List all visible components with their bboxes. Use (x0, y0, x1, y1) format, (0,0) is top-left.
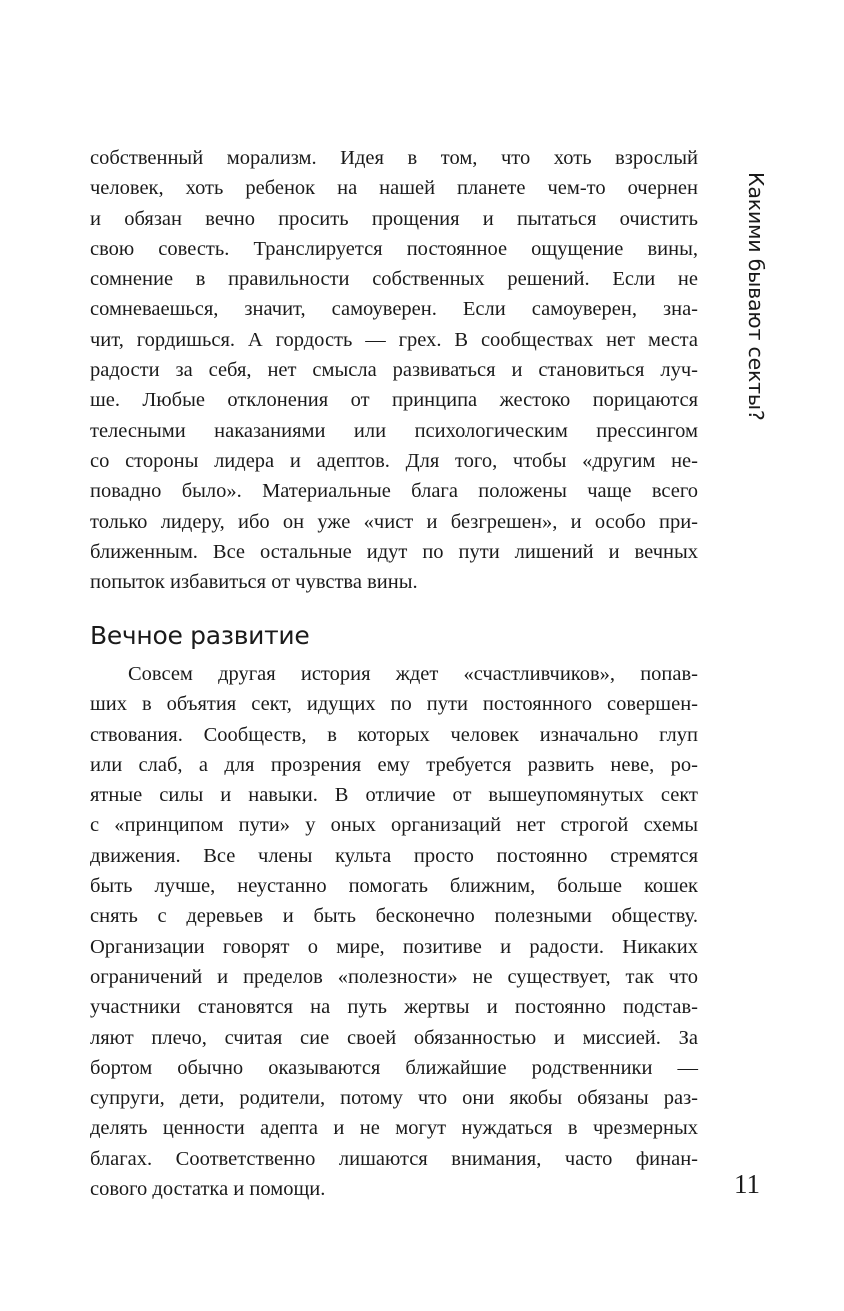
text-line: сового достатка и помощи. (90, 1178, 326, 1201)
text-line: свою совесть. Транслируется постоянное ощущение вины, (90, 237, 698, 260)
text-line: повадно было». Материальные блага положены чаще всего (90, 480, 698, 503)
text-line: бортом обычно оказываются ближайшие родственники — (90, 1056, 698, 1079)
text-line: радости за себя, нет смысла развиваться и становиться луч- (90, 359, 698, 382)
text-line: Совсем другая история ждет «счастливчиков», попав- (128, 663, 698, 685)
text-line: сомнение в правильности собственных решений. Если не (90, 268, 698, 291)
text-line: ляют плечо, считая сие своей обязанностью и миссией. За (90, 1026, 698, 1049)
text-line: быть лучше, неустанно помогать ближним, больше кошек (90, 875, 698, 898)
text-line: со стороны лидера и адептов. Для того, чтобы «другим не- (90, 449, 698, 472)
text-line: Организации говорят о мире, позитиве и радости. Никаких (90, 935, 698, 958)
text-line: ятные силы и навыки. В отличие от вышеупомянутых сект (90, 784, 698, 807)
text-line: телесными наказаниями или психологическим прессингом (90, 419, 698, 442)
text-line: участники становятся на путь жертвы и постоянно подстав- (90, 996, 698, 1019)
section-heading: Вечное развитие (90, 621, 310, 650)
text-line: собственный морализм. Идея в том, что хоть взрослый (90, 147, 698, 169)
text-line: с «принципом пути» у оных организаций нет строгой схемы (90, 814, 698, 837)
text-line: сомневаешься, значит, самоуверен. Если самоуверен, зна- (90, 298, 698, 321)
running-head: Какими бывают секты? (744, 172, 768, 421)
text-line: супруги, дети, родители, потому что они якобы обязаны раз- (90, 1087, 698, 1110)
body-paragraph-2 (90, 659, 698, 1204)
text-line: человек, хоть ребенок на нашей планете чем-то очернен (90, 177, 698, 200)
text-line: ствования. Сообществ, в которых человек изначально глуп (90, 723, 698, 746)
text-line: благах. Соответственно лишаются внимания, часто финан- (90, 1147, 698, 1170)
text-line: делять ценности адепта и не могут нуждаться в чрезмерных (90, 1117, 698, 1140)
text-line: чит, гордишься. А гордость — грех. В сообществах нет места (90, 328, 698, 351)
text-line: ближенным. Все остальные идут по пути лишений и вечных (90, 540, 698, 563)
body-paragraph-1 (90, 143, 698, 597)
text-line: ограничений и пределов «полезности» не существует, так что (90, 965, 698, 988)
text-line: ше. Любые отклонения от принципа жестоко порицаются (90, 389, 698, 412)
text-line: попыток избавиться от чувства вины. (90, 571, 418, 594)
text-line: ших в объятия сект, идущих по пути постоянного совершен- (90, 693, 698, 716)
text-line: снять с деревьев и быть бесконечно полезными обществу. (90, 905, 698, 928)
text-line: только лидеру, ибо он уже «чист и безгрешен», и особо при- (90, 510, 698, 533)
page-number: 11 (734, 1169, 760, 1199)
text-line: и обязан вечно просить прощения и пытаться очистить (90, 207, 698, 230)
text-line: или слаб, а для прозрения ему требуется развить неве, ро- (90, 753, 698, 776)
text-line: движения. Все члены культа просто постоянно стремятся (90, 844, 698, 867)
